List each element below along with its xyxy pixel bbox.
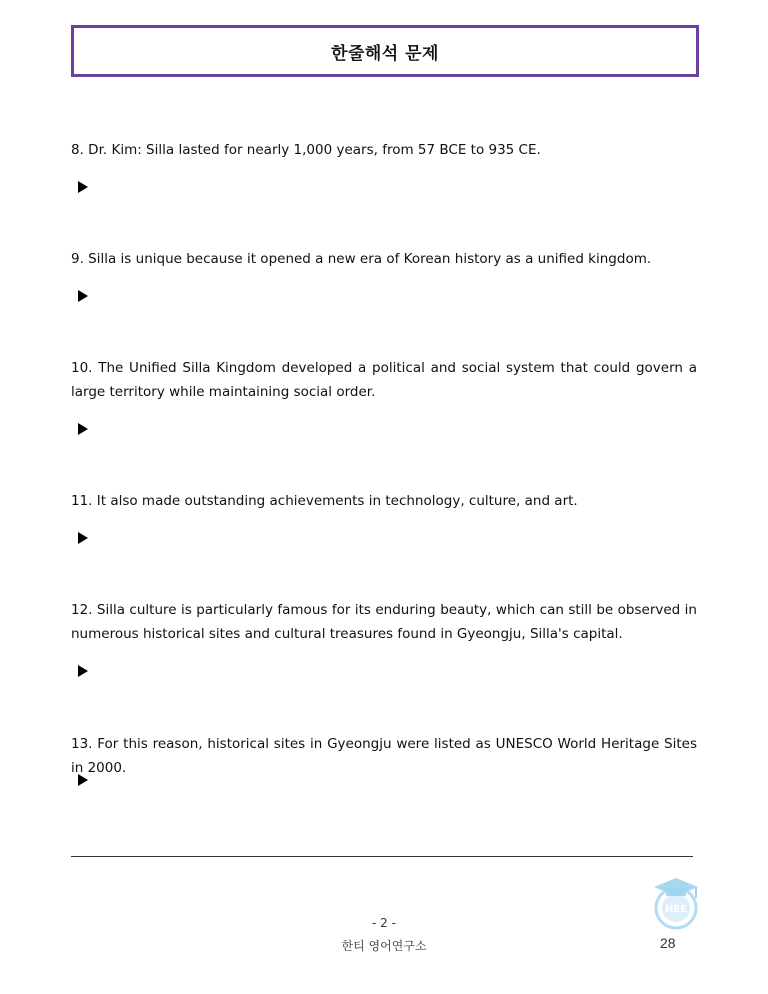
page-title: 한줄해석 문제 (331, 43, 439, 64)
question-13: 13. For this reason, historical sites in Gyeongju were listed as UNESCO World Heritage Sites in 2000. (71, 736, 697, 776)
question-12: 12. Silla culture is particularly famous for its enduring beauty, which can still be observed in numerous historical sites and cultural treasures found in Gyeongju, Silla's capital. (71, 602, 697, 642)
answer-arrow-icon (78, 774, 88, 786)
question-9: 9. Silla is unique because it opened a new era of Korean history as a unified kingdom. (71, 251, 652, 267)
footer-organization: 한티 영어연구소 (341, 939, 427, 953)
answer-arrow-icon (78, 423, 88, 435)
footer-page-number: 28 (660, 935, 676, 951)
answer-arrow-icon (78, 532, 88, 544)
footer-divider (71, 856, 693, 857)
title-box (71, 25, 699, 77)
logo-text: HEE (664, 904, 688, 915)
page-label: - 2 - (372, 916, 396, 930)
question-10: 10. The Unified Silla Kingdom developed a political and social system that could govern a large territory while maintaining social order. (71, 360, 697, 400)
answer-arrow-icon (78, 290, 88, 302)
question-11: 11. It also made outstanding achievements in technology, culture, and art. (71, 493, 578, 509)
question-8: 8. Dr. Kim: Silla lasted for nearly 1,000 years, from 57 BCE to 935 CE. (71, 142, 541, 158)
answer-arrow-icon (78, 665, 88, 677)
answer-arrow-icon (78, 181, 88, 193)
